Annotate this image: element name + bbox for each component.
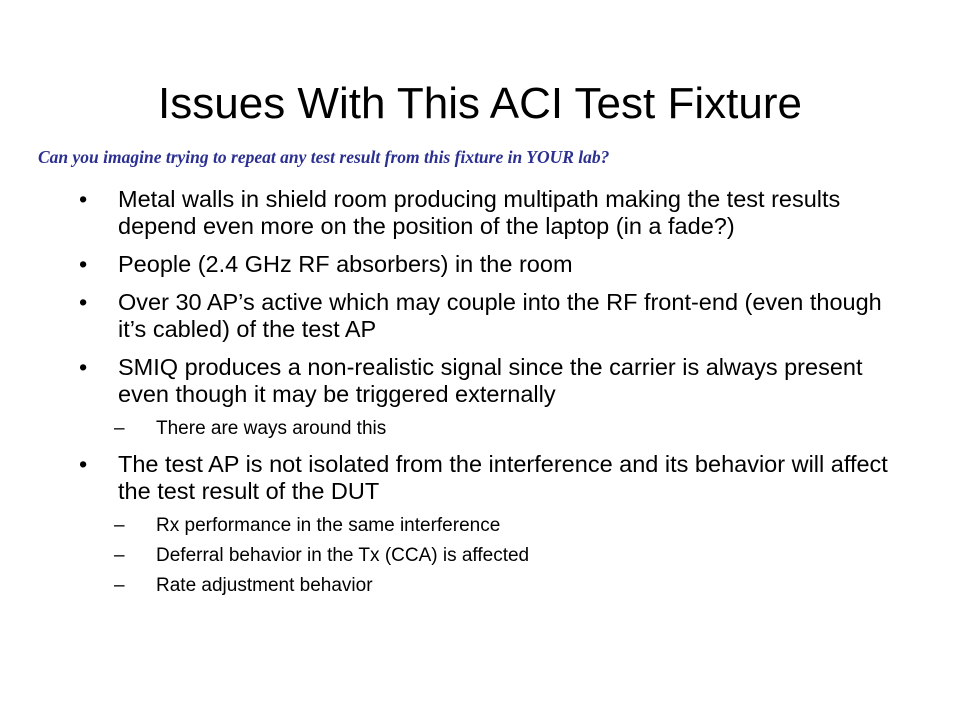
sub-bullet-list <box>118 515 896 597</box>
bullet-text: People (2.4 GHz RF absorbers) in the room <box>118 251 573 277</box>
bullet-item <box>76 289 896 343</box>
bullet-item <box>76 354 896 440</box>
sub-bullet-item: – Deferral behavior in the Tx (CCA) is affected <box>114 545 896 567</box>
bullet-item <box>76 251 896 278</box>
bullet-item <box>76 186 896 240</box>
sub-bullet-list <box>118 418 896 440</box>
sub-bullet-item: – There are ways around this <box>114 418 896 440</box>
bullet-text: Over 30 AP’s active which may couple into the RF front-end (even though it’s cabled) of the test AP <box>118 289 882 342</box>
bullet-text: The test AP is not isolated from the interference and its behavior will affect the test result of the DUT <box>118 451 888 504</box>
bullet-list <box>76 186 896 608</box>
bullet-text: SMIQ produces a non-realistic signal since the carrier is always present even though it may be triggered externally <box>118 354 863 407</box>
slide-subtitle: Can you imagine trying to repeat any test result from this fixture in YOUR lab? <box>38 147 610 167</box>
bullet-text: Metal walls in shield room producing multipath making the test results depend even more on the position of the laptop (in a fade?) <box>118 186 841 239</box>
slide-title: Issues With This ACI Test Fixture <box>158 79 802 128</box>
bullet-item <box>76 451 896 597</box>
sub-bullet-item: – Rate adjustment behavior <box>114 575 896 597</box>
sub-bullet-item: – Rx performance in the same interference <box>114 515 896 537</box>
